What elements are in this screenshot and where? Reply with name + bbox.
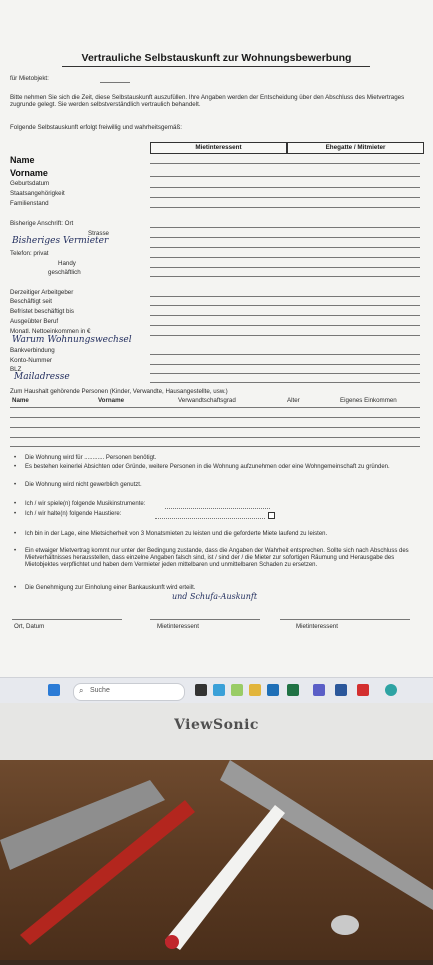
teams-icon[interactable] <box>313 684 325 696</box>
app-icon[interactable] <box>267 684 279 696</box>
app-icon[interactable] <box>231 684 243 696</box>
label-blz: BLZ <box>10 366 22 373</box>
label-anschrift: Bisherige Anschrift: Ort <box>10 220 74 227</box>
bullet-dot: • <box>14 482 17 488</box>
label-familienstand: Familienstand <box>10 200 49 207</box>
handwritten-mailadresse: Mailadresse <box>14 372 70 382</box>
pets-checkbox[interactable] <box>268 512 275 519</box>
col-applicant-header: Mietinteressent <box>150 142 287 154</box>
music-text: Ich / wir spiele(n) folgende Musikinstrumente: <box>25 501 146 507</box>
word-icon[interactable] <box>335 684 347 696</box>
household-col-vorname: Vorname <box>98 397 125 404</box>
household-heading: Zum Haushalt gehörende Personen (Kinder, Verwandte, Hausangestellte, usw.) <box>10 388 228 395</box>
household-line <box>10 427 420 428</box>
label-beschaeftigt: Beschäftigt seit <box>10 298 52 305</box>
bullet-dot: • <box>14 501 17 507</box>
label-strasse: Strasse <box>88 230 109 237</box>
windows-start-icon[interactable] <box>48 684 60 696</box>
pets-line <box>155 518 265 519</box>
label-beruf: Ausgeübter Beruf <box>10 318 59 325</box>
household-col-name: Name <box>12 397 29 404</box>
field-line <box>150 296 420 297</box>
pets-text: Ich / wir halte(n) folgende Haustiere: <box>25 511 122 517</box>
pen-tip <box>165 935 179 949</box>
document-title: Vertrauliche Selbstauskunft zur Wohnungsbewerbung <box>81 52 352 64</box>
field-line <box>150 364 420 365</box>
voluntary-text: Folgende Selbstauskunft erfolgt freiwillig und wahrheitsgemäß: <box>10 124 182 131</box>
col-spouse-header: Ehegatte / Mitmieter <box>287 142 424 154</box>
field-line <box>150 247 420 248</box>
object-line <box>100 82 130 83</box>
field-line <box>150 382 420 383</box>
field-line <box>150 163 420 164</box>
wooden-desk <box>0 760 433 960</box>
bullet-persons: Die Wohnung wird für ............ Personen benötigt. <box>25 455 157 461</box>
bullet-dot: • <box>14 531 17 537</box>
field-line <box>150 276 420 277</box>
household-col-alter: Alter <box>287 397 300 404</box>
pdf-reader-icon[interactable] <box>357 684 369 696</box>
sig-line <box>280 619 410 620</box>
task-view-icon[interactable] <box>195 684 207 696</box>
sig-applicant-2: Mietinteressent <box>296 623 338 630</box>
sig-applicant: Mietinteressent <box>157 623 199 630</box>
field-line <box>150 315 420 316</box>
handwritten-wohnungswechsel: Warum Wohnungswechsel <box>12 335 132 345</box>
browser-icon[interactable] <box>385 684 397 696</box>
label-konto: Konto-Nummer <box>10 357 52 364</box>
bullet-no-more-persons: Es bestehen keinerlei Absichten oder Gründe, weitere Personen in die Wohnung aufzunehmen oder eine Wohngemeinschaft zu gründen. <box>25 464 390 470</box>
file-explorer-icon[interactable] <box>249 684 261 696</box>
taskbar-search[interactable] <box>73 683 185 701</box>
household-line <box>10 407 420 408</box>
household-line <box>10 446 420 447</box>
label-telefon: Telefon: privat <box>10 250 49 257</box>
search-icon: ⌕ <box>79 686 84 695</box>
label-geschaeftlich: geschäftlich <box>48 269 81 276</box>
search-placeholder: Suche <box>90 687 110 694</box>
label-staatsangehoerigkeit: Staatsangehörigkeit <box>10 190 65 197</box>
monitor-brand: ViewSonic <box>174 717 259 733</box>
taskbar <box>0 677 433 703</box>
metal-clip <box>331 915 359 935</box>
field-line <box>150 197 420 198</box>
field-line <box>150 335 420 336</box>
household-line <box>10 437 420 438</box>
sig-line <box>12 619 122 620</box>
bullet-dot: • <box>14 585 17 591</box>
bank-info-text: Die Genehmigung zur Einholung einer Bankauskunft wird erteilt. <box>25 585 196 591</box>
music-line <box>165 508 270 509</box>
household-col-verwandtschaft: Verwandtschaftsgrad <box>178 397 236 404</box>
field-line <box>150 305 420 306</box>
object-label: für Mietobjekt: <box>10 75 49 82</box>
sig-place-date: Ort, Datum <box>14 623 45 630</box>
intro-text: Bitte nehmen Sie sich die Zeit, diese Selbstauskunft auszufüllen. Ihre Angaben werden der Entscheidung über den Abschluss des Mietvertrages zugrunde gelegt. Sie werden selbstverständlich vertraulich behandelt. <box>10 94 405 108</box>
label-vorname: Vorname <box>10 168 48 178</box>
bullet-dot: • <box>14 455 17 461</box>
label-arbeitgeber: Derzeitiger Arbeitgeber <box>10 289 74 296</box>
field-line <box>150 227 420 228</box>
household-line <box>10 417 420 418</box>
bullet-dot: • <box>14 511 17 517</box>
metal-ruler <box>0 780 165 870</box>
title-underline <box>62 66 370 67</box>
white-pen <box>165 805 285 950</box>
field-line <box>150 373 420 374</box>
condition-text: Ein etwaiger Mietvertrag kommt nur unter der Bedingung zustande, dass die Angaben der Wahrheit entsprechen. Sollte sich nach Abschluss des Mietverhältnisses herausstellen, dass einzelne Angaben falsch sind, ist / sind der / die Mieter zur sofortigen Räumung und Herausgabe des Mietobjektes verpflichtet und haben dem Vermieter jeden mittelbaren und unmittelbaren Schaden zu ersetzen. <box>25 548 409 569</box>
deposit-text: Ich bin in der Lage, eine Mietsicherheit von 3 Monatsmieten zu leisten und die geforderte Miete laufend zu leisten. <box>25 531 328 537</box>
field-line <box>150 187 420 188</box>
label-netto: Monatl. Nettoeinkommen in € <box>10 328 91 335</box>
label-handy: Handy <box>58 260 76 267</box>
household-col-einkommen: Eigenes Einkommen <box>340 397 397 404</box>
field-line <box>150 257 420 258</box>
handwritten-schufa: und Schufa-Auskunft <box>172 592 258 601</box>
field-line <box>150 207 420 208</box>
widgets-icon[interactable] <box>213 684 225 696</box>
bullet-dot: • <box>14 464 17 470</box>
excel-icon[interactable] <box>287 684 299 696</box>
bullet-not-commercial: Die Wohnung wird nicht gewerblich genutzt. <box>25 482 142 488</box>
field-line <box>150 237 420 238</box>
label-befristet: Befristet beschäftigt bis <box>10 308 74 315</box>
sig-line <box>150 619 260 620</box>
field-line <box>150 325 420 326</box>
label-geburtsdatum: Geburtsdatum <box>10 180 50 187</box>
bullet-dot: • <box>14 548 17 554</box>
field-line <box>150 176 420 177</box>
label-name: Name <box>10 155 35 165</box>
field-line <box>150 267 420 268</box>
label-bank: Bankverbindung <box>10 347 55 354</box>
field-line <box>150 354 420 355</box>
desk-items <box>0 760 433 960</box>
handwritten-vermieter: Bisheriges Vermieter <box>12 236 109 246</box>
